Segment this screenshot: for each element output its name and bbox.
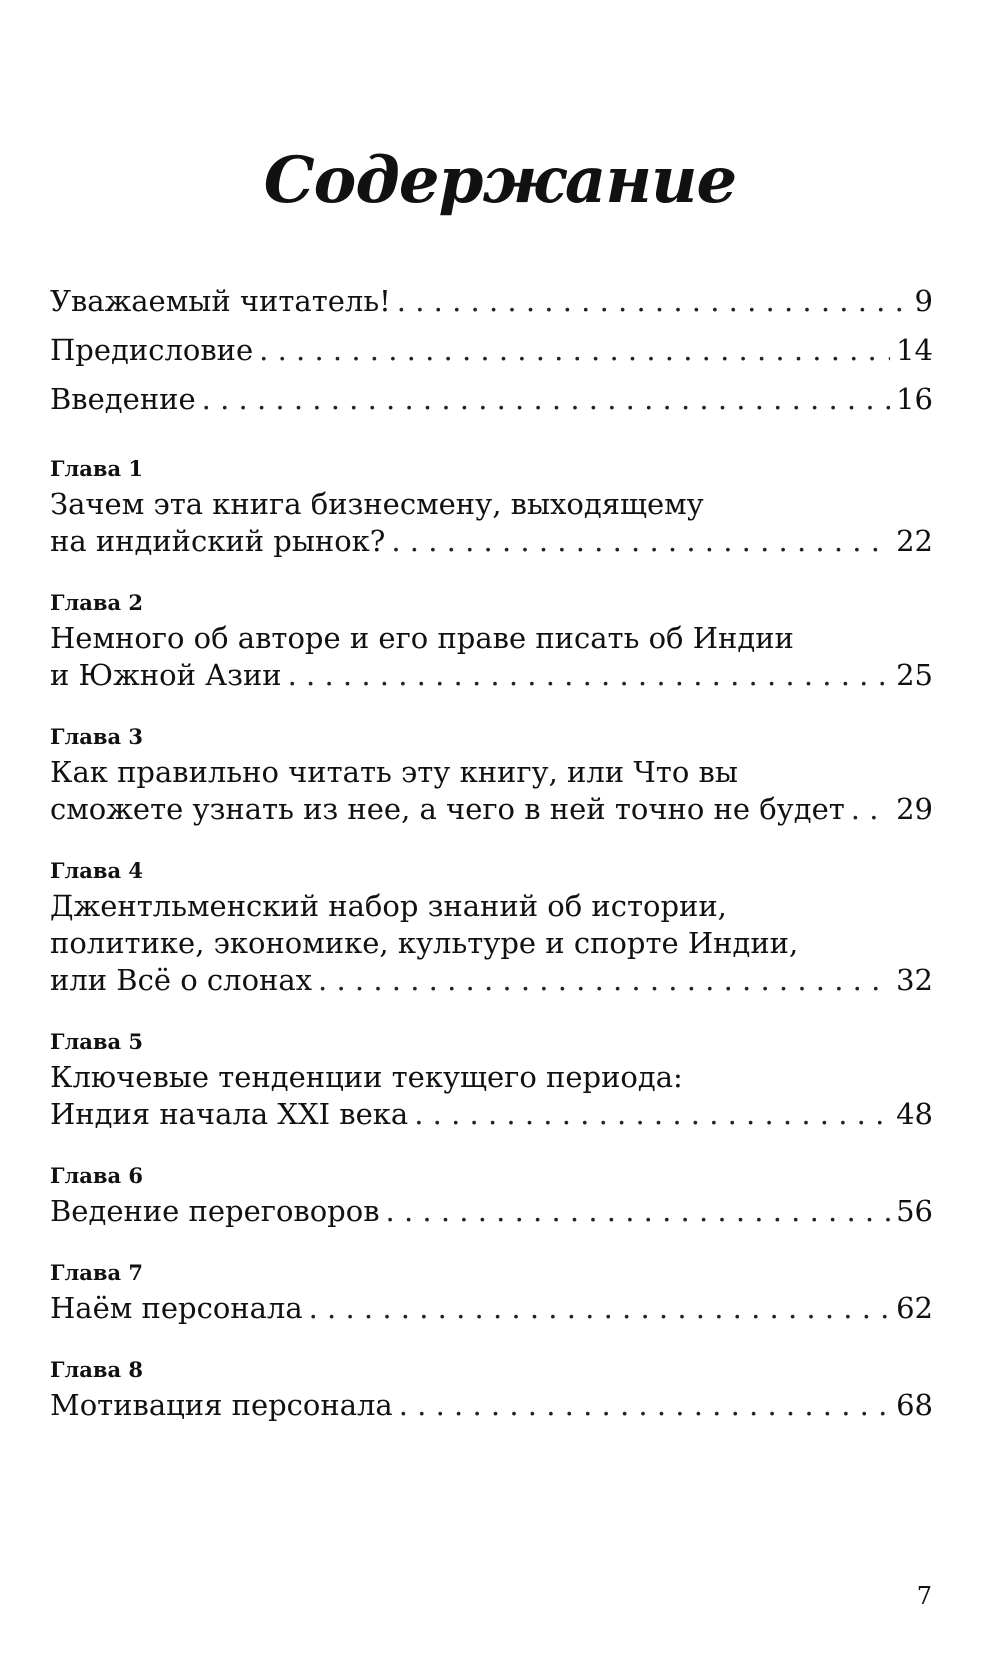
dot-leader <box>288 657 890 694</box>
dot-leader <box>851 791 890 828</box>
toc-entry-chapter-5[interactable] <box>50 1029 933 1133</box>
toc-entry-page: 56 <box>896 1194 933 1228</box>
toc-entry-page: 14 <box>896 333 933 367</box>
chapter-title-line: и Южной Азии <box>50 658 282 692</box>
chapter-label: Глава 7 <box>50 1260 144 1285</box>
dot-leader <box>399 1387 890 1424</box>
dot-leader <box>259 332 890 369</box>
toc-entry-page: 25 <box>896 658 933 692</box>
toc-entry-title: Уважаемый читатель! <box>50 284 391 318</box>
chapter-label: Глава 1 <box>50 456 144 481</box>
dot-leader <box>386 1193 891 1230</box>
toc-entry-front-3[interactable] <box>50 381 933 418</box>
toc-entry-front-1[interactable] <box>50 283 933 320</box>
chapter-label: Глава 5 <box>50 1029 144 1054</box>
dot-leader <box>318 962 890 999</box>
chapter-title-line: Мотивация персонала <box>50 1388 393 1422</box>
toc-entry-chapter-8[interactable] <box>50 1357 933 1424</box>
toc-entry-page: 68 <box>896 1388 933 1422</box>
toc-entry-page: 32 <box>896 963 933 997</box>
toc-entry-chapter-4[interactable] <box>50 858 933 999</box>
chapter-title-line: сможете узнать из нее, а чего в ней точно не будет <box>50 792 845 826</box>
chapter-title-line: Ключевые тенденции текущего периода: <box>50 1060 683 1094</box>
chapter-label: Глава 6 <box>50 1163 144 1188</box>
chapter-label: Глава 2 <box>50 590 144 615</box>
chapter-label: Глава 3 <box>50 724 144 749</box>
chapter-title-line: Немного об авторе и его праве писать об Индии <box>50 621 794 655</box>
toc-entry-chapter-2[interactable] <box>50 590 933 694</box>
toc-entry-chapter-6[interactable] <box>50 1163 933 1230</box>
chapter-title-line: Джентльменский набор знаний об истории, <box>50 889 727 923</box>
dot-leader <box>309 1290 890 1327</box>
chapter-label: Глава 8 <box>50 1357 144 1382</box>
dot-leader <box>397 283 909 320</box>
toc-entry-page: 62 <box>896 1291 933 1325</box>
toc-entry-page: 9 <box>914 284 933 318</box>
toc-entry-chapter-3[interactable] <box>50 724 933 828</box>
toc-entry-chapter-1[interactable] <box>50 456 933 560</box>
page-number: 7 <box>916 1582 932 1610</box>
chapter-title-line: Индия начала XXI века <box>50 1097 409 1131</box>
chapter-title-line: или Всё о слонах <box>50 963 313 997</box>
toc-entry-title: Предисловие <box>50 333 254 367</box>
chapter-label: Глава 4 <box>50 858 144 883</box>
chapter-title-line: Как правильно читать эту книгу, или Что вы <box>50 755 738 789</box>
chapter-title-line: Зачем эта книга бизнесмену, выходящему <box>50 487 704 521</box>
page-title: Содержание <box>263 142 737 218</box>
table-of-contents <box>50 283 933 1454</box>
toc-entry-title: Введение <box>50 382 196 416</box>
toc-entry-chapter-7[interactable] <box>50 1260 933 1327</box>
chapter-title-line: Ведение переговоров <box>50 1194 380 1228</box>
toc-entry-page: 48 <box>896 1097 933 1131</box>
dot-leader <box>202 381 890 418</box>
chapter-title-line: политике, экономике, культуре и спорте Индии, <box>50 926 799 960</box>
toc-entry-page: 29 <box>896 792 933 826</box>
chapter-title-line: на индийский рынок? <box>50 524 386 558</box>
dot-leader <box>414 1096 890 1133</box>
toc-entry-page: 16 <box>896 382 933 416</box>
toc-entry-front-2[interactable] <box>50 332 933 369</box>
chapter-title-line: Наём персонала <box>50 1291 303 1325</box>
toc-entry-page: 22 <box>896 524 933 558</box>
dot-leader <box>391 523 890 560</box>
